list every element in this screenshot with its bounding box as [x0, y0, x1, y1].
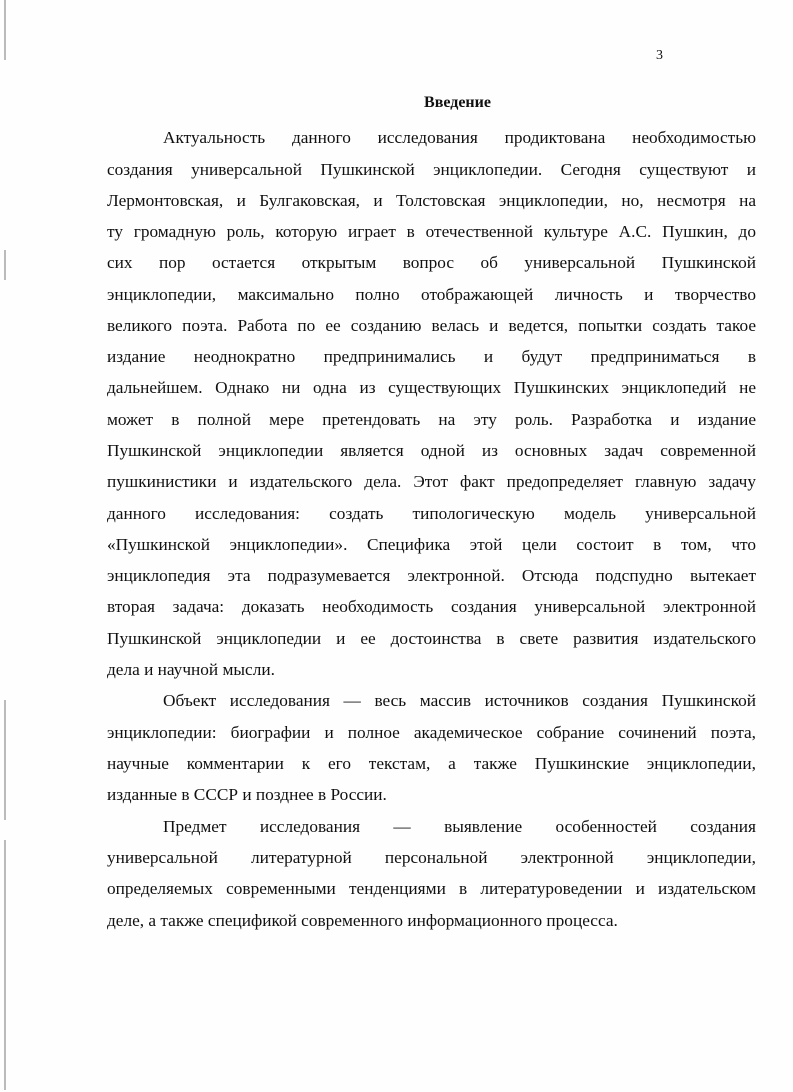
paragraph-line: вторая задача: доказать необходимость создания универсальной электронной — [107, 597, 756, 616]
paragraph-line: научные комментарии к его текстам, а также Пушкинские энциклопедии, — [107, 754, 756, 773]
paragraph-line: энциклопедии, максимально полно отображающей личность и творчество — [107, 285, 756, 304]
paragraph-line: пушкинистики и издательского дела. Этот факт предопределяет главную задачу — [107, 472, 756, 491]
paragraph-line: великого поэта. Работа по ее созданию велась и ведется, попытки создать такое — [107, 316, 756, 335]
paragraph-line: создания универсальной Пушкинской энциклопедии. Сегодня существуют и — [107, 160, 756, 179]
paragraph-line: Предмет исследования — выявление особенностей создания — [163, 817, 756, 836]
scan-edge-mark — [4, 840, 6, 1090]
paragraph-line: дела и научной мысли. — [107, 660, 275, 679]
paragraph-line: деле, а также спецификой современного информационного процесса. — [107, 911, 618, 930]
paragraph-line: Лермонтовская, и Булгаковская, и Толстовская энциклопедии, но, несмотря на — [107, 191, 756, 210]
scan-edge-mark — [4, 0, 6, 60]
scan-edge-mark — [4, 700, 6, 820]
paragraph-line: Пушкинской энциклопедии является одной из основных задач современной — [107, 441, 756, 460]
paragraph-line: Объект исследования — весь массив источников создания Пушкинской — [163, 691, 756, 710]
scan-edge-mark — [4, 250, 6, 280]
section-title: Введение — [424, 94, 491, 111]
paragraph-line: универсальной литературной персональной электронной энциклопедии, — [107, 848, 756, 867]
paragraph-line: «Пушкинской энциклопедии». Специфика этой цели состоит в том, что — [107, 535, 756, 554]
paragraph-line: энциклопедии: биографии и полное академическое собрание сочинений поэта, — [107, 723, 756, 742]
paragraph-line: определяемых современными тенденциями в литературоведении и издательском — [107, 879, 756, 898]
paragraph-line: ту громадную роль, которую играет в отечественной культуре А.С. Пушкин, до — [107, 222, 756, 241]
paragraph-line: Пушкинской энциклопедии и ее достоинства в свете развития издательского — [107, 629, 756, 648]
page-number: 3 — [656, 48, 663, 63]
paragraph-line: изданные в СССР и позднее в России. — [107, 785, 387, 804]
paragraph-line: энциклопедия эта подразумевается электронной. Отсюда подспудно вытекает — [107, 566, 756, 585]
paragraph-line: сих пор остается открытым вопрос об универсальной Пушкинской — [107, 253, 756, 272]
paragraph-line: издание неоднократно предпринимались и будут предприниматься в — [107, 347, 756, 366]
paragraph-line: может в полной мере претендовать на эту роль. Разработка и издание — [107, 410, 756, 429]
paragraph-line: данного исследования: создать типологическую модель универсальной — [107, 504, 756, 523]
paragraph-line: Актуальность данного исследования продиктована необходимостью — [163, 128, 756, 147]
paragraph-line: дальнейшем. Однако ни одна из существующих Пушкинских энциклопедий не — [107, 378, 756, 397]
